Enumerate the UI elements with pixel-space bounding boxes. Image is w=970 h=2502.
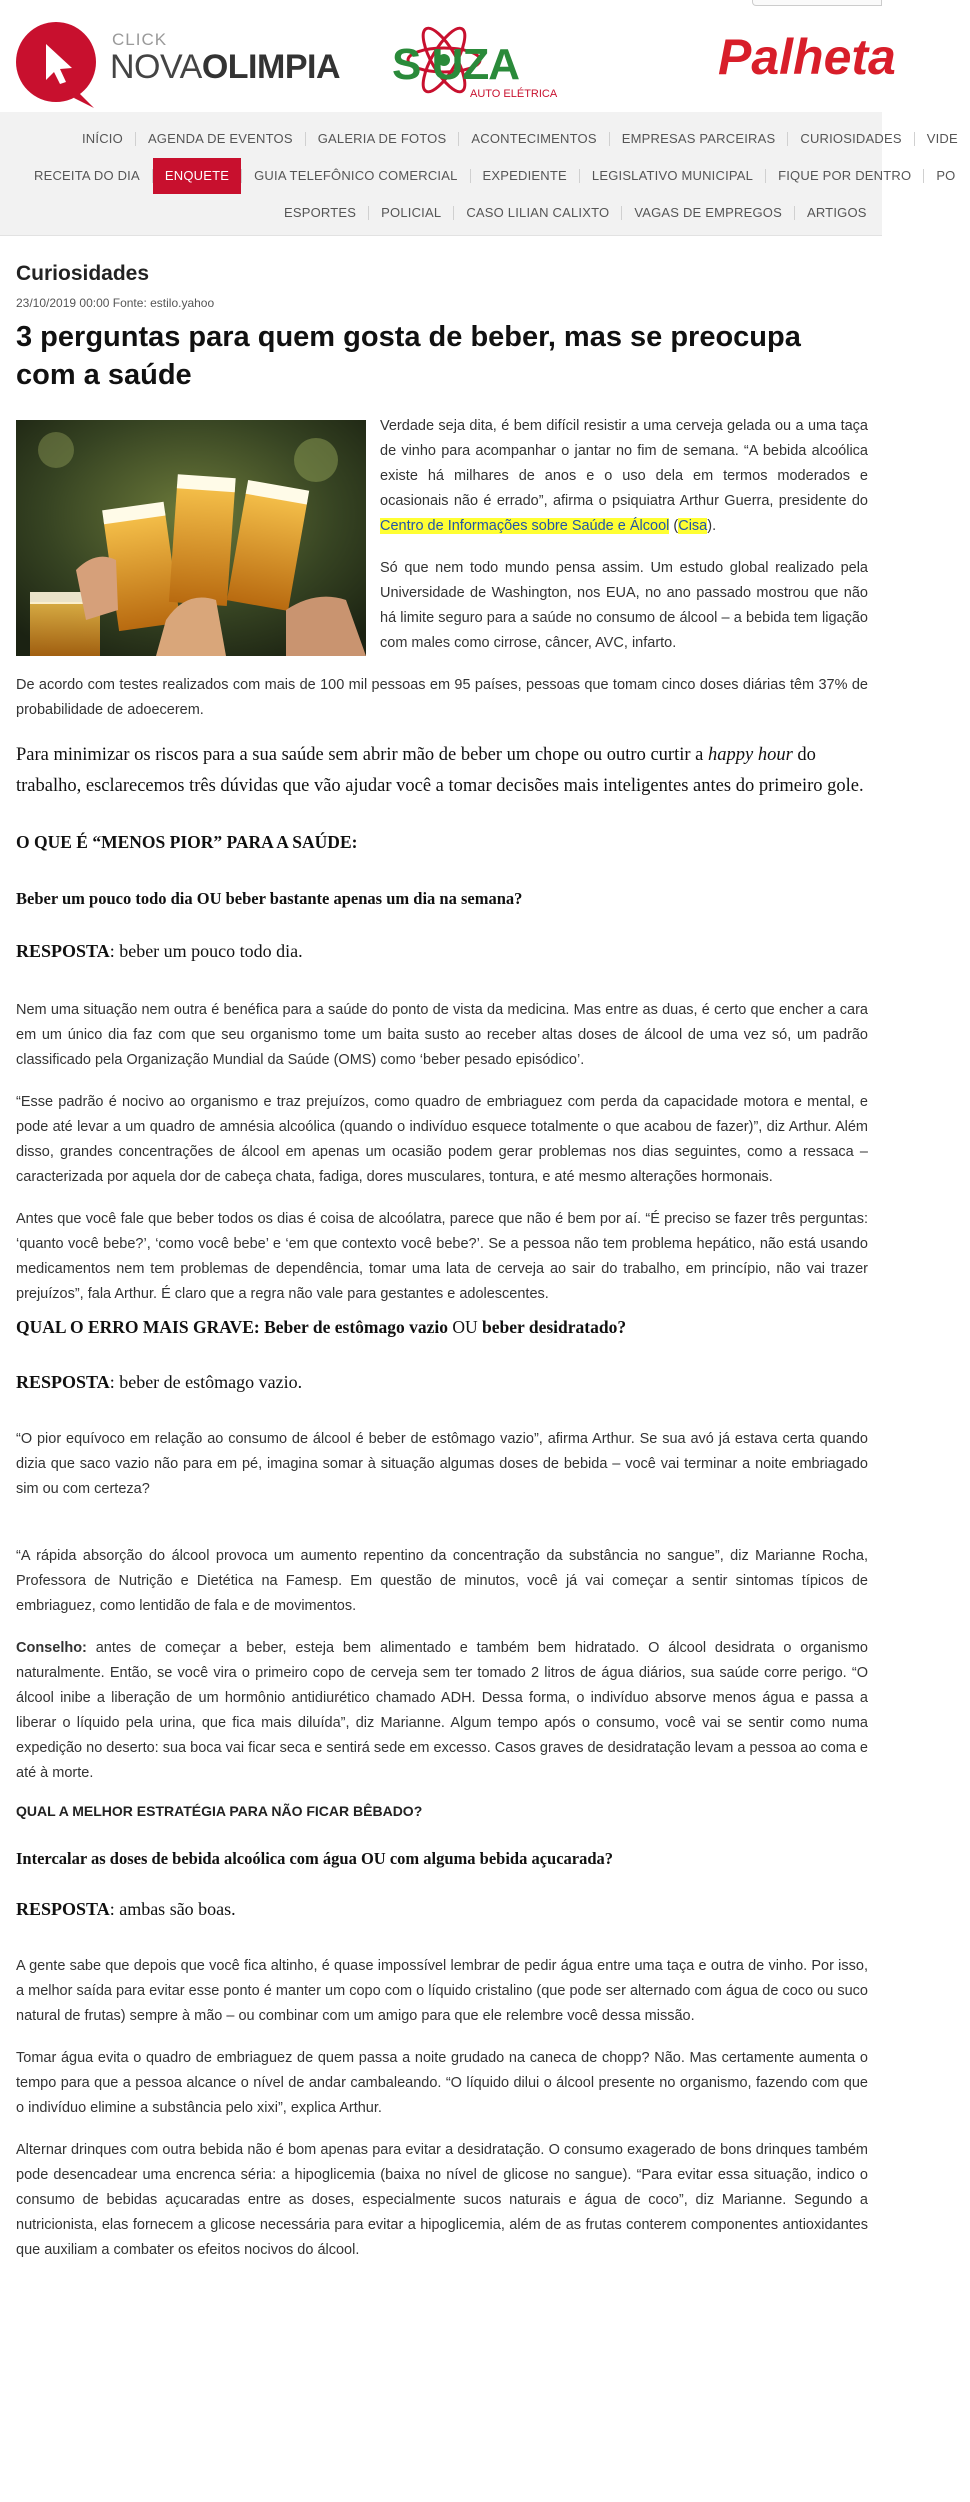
site-header — [0, 0, 896, 112]
sponsor-subtitle: AUTO ELÉTRICA — [470, 88, 558, 100]
nav-item-legislativo-municipal[interactable]: LEGISLATIVO MUNICIPAL — [591, 168, 754, 183]
article — [16, 262, 868, 2280]
beer-toast-photo — [16, 420, 366, 656]
answer-1 — [16, 941, 868, 962]
paragraph-9 — [16, 1636, 868, 1786]
nav-item-acontecimentos[interactable]: ACONTECIMENTOS — [471, 131, 597, 146]
section-2-body — [16, 1427, 868, 1786]
paragraph-9-text: antes de começar a beber, esteja bem alimentado e também bem hidratado. O álcool desidrata o organismo naturalmente. Então, se você vira o primeiro copo de cerveja sem ter tomado 2 litros de água diários, sua saúde corre perigo. “O álcool inibe a liberação de um hormônio antidiurético chamado ADH. Dessa forma, o indivíduo absorve menos água e passa a liberar o líquido pela urina, que fica mais diluída”, diz Marianne. Algum tempo após o consumo, você vai se sentir como numa expedição no deserto: sua boca vai ficar seca e sentirá sede em excesso. Casos graves de desidratação levam a pessoa ao coma e até à morte. — [16, 1640, 868, 1781]
advice-label: Conselho: — [16, 1640, 87, 1656]
nav-item-empresas-parceiras[interactable]: EMPRESAS PARCEIRAS — [621, 131, 776, 146]
nav-row-2 — [22, 157, 968, 195]
paragraph-7: “O pior equívoco em relação ao consumo de álcool é beber de estômago vazio”, afirma Arthur. Se sua avó já estava certa quando dizia que saco vazio não para em pé, imagina somar à situação algumas doses de bebida – você vai terminar a noite embriagado sim ou com certeza? — [16, 1431, 868, 1497]
answer-2-label: RESPOSTA — [16, 1372, 110, 1392]
nav-item-artigos[interactable]: ARTIGOS — [806, 205, 867, 220]
heading-2-text-b: beber desidratado? — [477, 1317, 627, 1337]
paragraph-6: Antes que você fale que beber todos os dias é coisa de alcoólatra, parece que não é bem por aí. “É preciso se fazer três perguntas: ‘quanto você bebe?’, ‘como você bebe’ e ‘em que contexto você bebe?’. Se a pessoa não tem problema hepático, não está usando medicamentos nem tem problemas de dependência, tomar uma lata de cerveja ao sair do trabalho, em princípio, não vai trazer prejuízos”, fala Arthur. É claro que a regra não vale para gestantes e adolescentes. — [16, 1211, 868, 1302]
nav-item-agenda-de-eventos[interactable]: AGENDA DE EVENTOS — [147, 131, 293, 146]
ad-banner-text[interactable]: Palheta — [718, 29, 896, 85]
section-3-body — [16, 1954, 868, 2263]
answer-2 — [16, 1372, 868, 1393]
nav-item-vide[interactable]: VIDE — [926, 131, 958, 146]
answer-2-text: : beber de estômago vazio. — [109, 1372, 303, 1392]
nav-item-inicio[interactable]: INÍCIO — [82, 131, 123, 146]
cisa-acronym-link[interactable]: Cisa — [678, 518, 708, 534]
sponsor-banner[interactable] — [378, 14, 588, 110]
answer-3-label: RESPOSTA — [16, 1899, 110, 1919]
paragraph-1-paren: ( — [669, 518, 679, 534]
nav-item-policial[interactable]: POLICIAL — [381, 205, 442, 220]
nav-item-caso-lilian-calixto[interactable]: CASO LILIAN CALIXTO — [466, 205, 610, 220]
logo-wordmark — [110, 48, 340, 87]
paragraph-8: “A rápida absorção do álcool provoca um aumento repentino da concentração da substância no sangue”, diz Marianne Rocha, Professora de Nutrição e Dietética na Famesp. Em questão de minutos, você já vai começar a sentir sintomas típicos de embriaguez, como lentidão de fala e de movimentos. — [16, 1548, 868, 1614]
article-meta: 23/10/2019 00:00 Fonte: estilo.yahoo — [16, 296, 215, 310]
article-category: Curiosidades — [16, 262, 150, 285]
nav-item-expediente[interactable]: EXPEDIENTE — [482, 168, 567, 183]
site-logo[interactable] — [16, 18, 356, 108]
lead-paragraph — [16, 740, 868, 802]
beer-glasses-image — [16, 420, 366, 656]
nav-item-vagas-de-empregos[interactable]: VAGAS DE EMPREGOS — [634, 205, 782, 220]
lead-emphasis: happy hour — [707, 745, 793, 765]
section-heading-2 — [16, 1317, 868, 1338]
question-3: Intercalar as doses de bebida alcoólica com água OU com alguma bebida açucarada? — [16, 1849, 614, 1868]
heading-2-text-a: QUAL O ERRO MAIS GRAVE: Beber de estômago vazio — [16, 1317, 453, 1337]
paragraph-11: Tomar água evita o quadro de embriaguez de quem passa a noite grudado na caneca de chopp? Não. Mas certamente aumenta o tempo para que a pessoa alcance o nível de andar cambaleando. “O líquido dilui o álcool presente no organismo, fazendo com que o indivíduo elimine a substância pelo xixi”, explica Arthur. — [16, 2050, 868, 2116]
nav-item-po[interactable]: PO — [936, 168, 956, 183]
nav-item-fique-por-dentro[interactable]: FIQUE POR DENTRO — [778, 168, 912, 183]
sponsor-name: S UZA — [392, 40, 519, 89]
nav-row-3 — [272, 194, 879, 232]
lead-text-b: do trabalho, esclarecemos três dúvidas que vão ajudar você a tomar decisões mais inteligentes antes do primeiro gole. — [16, 745, 864, 796]
paragraph-1-end: ). — [707, 518, 717, 534]
logo-tagline: CLICK — [112, 30, 168, 49]
logo-word-light: NOVA — [110, 48, 202, 86]
nav-item-galeria-de-fotos[interactable]: GALERIA DE FOTOS — [317, 131, 447, 146]
nav-item-esportes[interactable]: ESPORTES — [284, 205, 357, 220]
answer-3 — [16, 1899, 868, 1920]
paragraph-12: Alternar drinques com outra bebida não é bom apenas para evitar a desidratação. O consumo exagerado de bons drinques também pode desencadear uma encrenca séria: a hipoglicemia (baixa no nível de glicose no sangue). “Para evitar essa situação, indico o consumo de bebidas açucaradas entre as doses, especialmente sucos naturais e água de coco”, diz Marianne. Segundo a nutricionista, elas fornecem a glicose necessária para evitar a hipoglicemia, além de as frutas conterem componentes antioxidantes que auxiliam a combater os efeitos nocivos do álcool. — [16, 2142, 868, 2258]
logo-cursor-icon — [16, 22, 96, 102]
lead-text-a: Para minimizar os riscos para a sua saúde sem abrir mão de beber um chope ou outro curtir a — [16, 745, 708, 765]
paragraph-1-text: Verdade seja dita, é bem difícil resistir a uma cerveja gelada ou a uma taça de vinho para acompanhar o jantar no fim de semana. “A bebida alcoólica existe há milhares de anos e o uso dela em termos moderados e ocasionais não é errado”, afirma o psiquiatra Arthur Guerra, presidente do — [380, 418, 868, 509]
paragraph-5: “Esse padrão é nocivo ao organismo e traz prejuízos, como quadro de embriaguez com perda da capacidade motora e mental, e pode até levar a um quadro de amnésia alcoólica (quando o indivíduo esquece totalmente o que acabou de fazer)”, diz Arthur. Além disso, grandes concentrações de álcool em apenas um ocasião podem gerar problemas nos dias seguintes, como a ressaca – caracterizada por aquela dor de cabeça chata, fadiga, dores musculares, tontura, e até mesmo alterações hormonais. — [16, 1094, 868, 1185]
article-title: 3 perguntas para quem gosta de beber, mas se preocupa com a saúde — [16, 321, 801, 391]
paragraph-4: Nem uma situação nem outra é benéfica para a saúde do ponto de vista da medicina. Mas entre as duas, é certo que encher a cara em um único dia faz com que seu organismo tome um baita susto ao receber altas doses de álcool de uma vez só, um padrão classificado pela Organização Mundial da Saúde (OMS) como ‘beber pesado episódico’. — [16, 1002, 868, 1068]
main-navigation — [0, 112, 958, 236]
search-box[interactable] — [752, 0, 882, 6]
nav-item-guia-telefonico-comercial[interactable]: GUIA TELEFÔNICO COMERCIAL — [254, 168, 458, 183]
nav-item-curiosidades[interactable]: CURIOSIDADES — [800, 131, 902, 146]
article-intro — [16, 414, 868, 723]
question-1: Beber um pouco todo dia OU beber bastante apenas um dia na semana? — [16, 889, 523, 908]
cisa-link[interactable]: Centro de Informações sobre Saúde e Álcool — [380, 518, 670, 534]
section-heading-1: O QUE É “MENOS PIOR” PARA A SAÚDE: — [16, 832, 358, 852]
nav-item-enquete[interactable]: ENQUETE — [153, 158, 241, 194]
paragraph-2: Só que nem todo mundo pensa assim. Um estudo global realizado pela Universidade de Washington, nos EUA, no ano passado mostrou que não há limite seguro para a saúde no consumo de álcool – a bebida tem ligação com males como cirrose, câncer, AVC, infarto. — [380, 560, 868, 651]
logo-word-bold: OLIMPIA — [201, 48, 341, 86]
paragraph-10: A gente sabe que depois que você fica altinho, é quase impossível lembrar de pedir água entre uma taça e outra de vinho. Por isso, a melhor saída para evitar esse ponto é manter um copo com o líquido cristalino (que pode ser alternado com água de coco ou suco natural de frutas) sempre à mão – ou combinar com um amigo para que ele relembre você dessa missão. — [16, 1958, 868, 2024]
heading-2-ou: OU — [452, 1317, 478, 1337]
paragraph-3: De acordo com testes realizados com mais de 100 mil pessoas em 95 países, pessoas que tomam cinco doses diárias têm 37% de probabilidade de adoecerem. — [16, 677, 868, 718]
answer-1-label: RESPOSTA — [16, 941, 110, 961]
answer-1-text: : beber um pouco todo dia. — [109, 941, 303, 961]
section-heading-3: QUAL A MELHOR ESTRATÉGIA PARA NÃO FICAR BÊBADO? — [16, 1803, 423, 1819]
section-1-body — [16, 998, 868, 1307]
nav-row-1 — [70, 120, 970, 158]
nav-item-receita-do-dia[interactable]: RECEITA DO DIA — [34, 168, 140, 183]
answer-3-text: : ambas são boas. — [109, 1899, 236, 1919]
